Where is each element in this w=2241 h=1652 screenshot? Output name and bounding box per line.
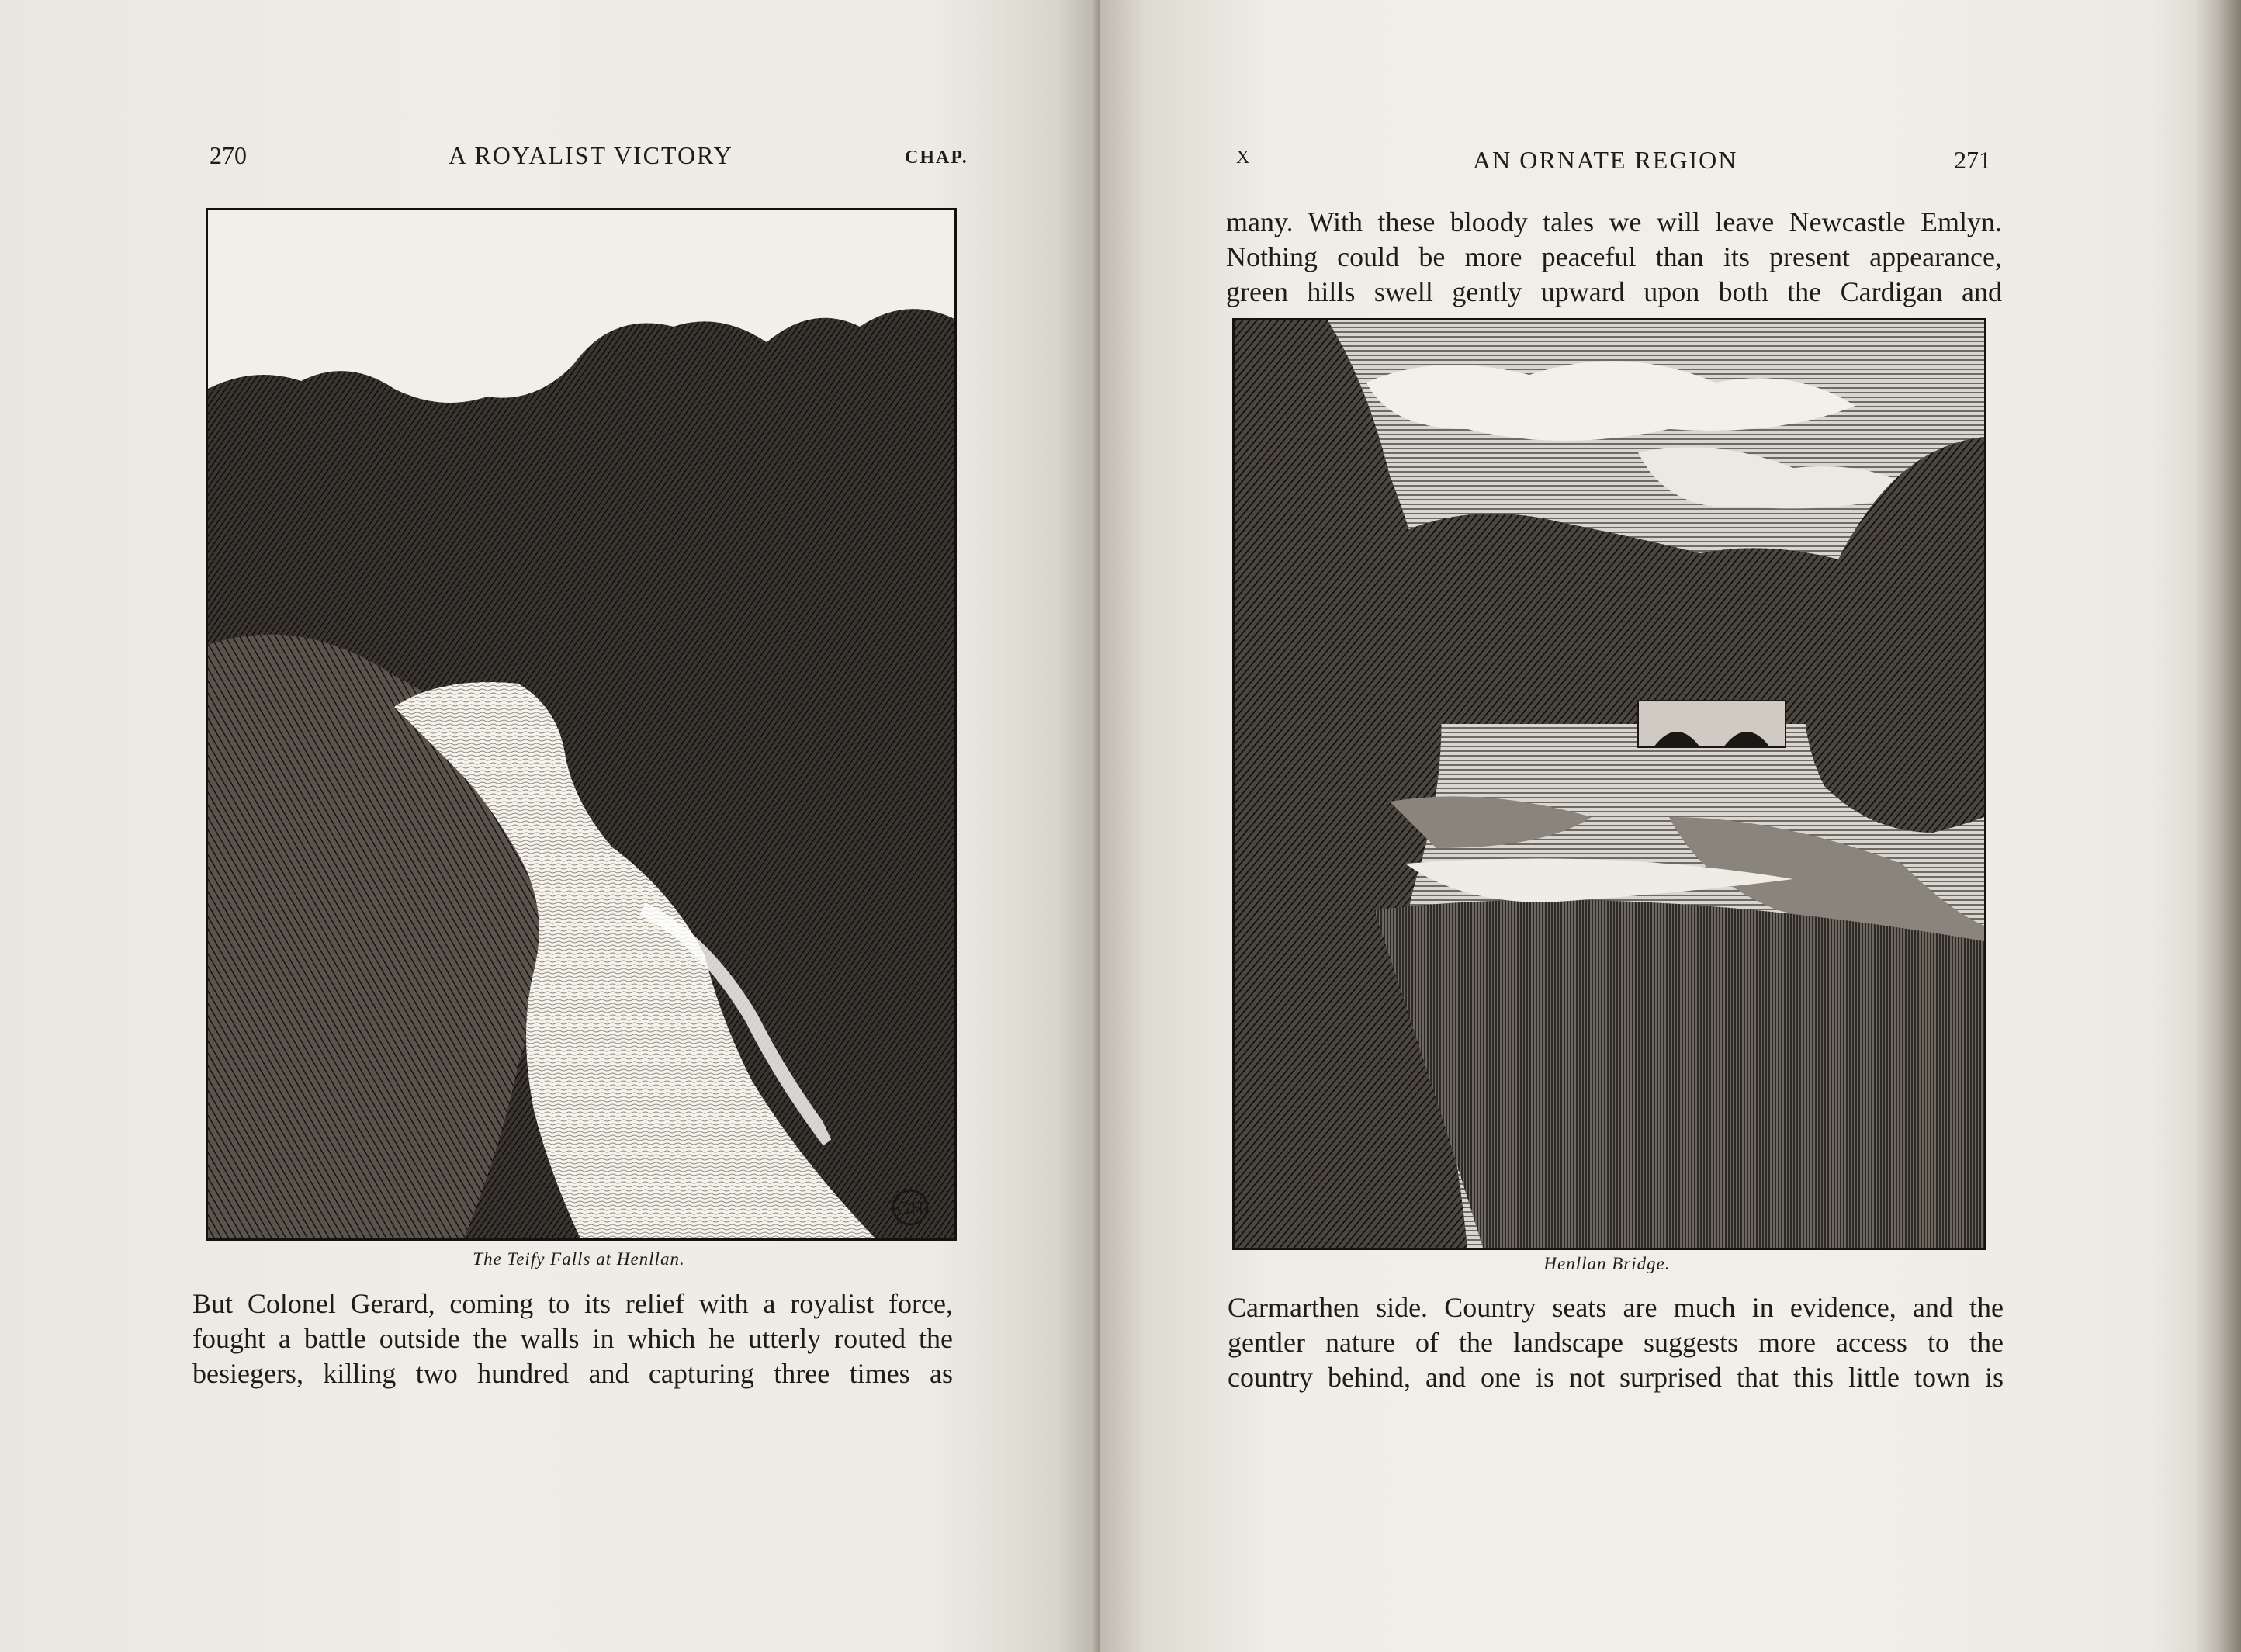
right-page <box>1100 0 2241 1652</box>
body-line-3: besiegers, killing two hundred and capturing three times as <box>192 1358 953 1389</box>
page-number: 271 <box>1954 146 1991 174</box>
engraving-falls <box>208 210 954 1238</box>
body-line-2: Nothing could be more peaceful than its present appearance, <box>1226 241 2002 272</box>
monogram: GH <box>896 1199 924 1219</box>
body-line-6: country behind, and one is not surprised that this little town is <box>1228 1362 2004 1393</box>
body-line-5: gentler nature of the landscape suggests more access to the <box>1228 1327 2004 1358</box>
illustration-teify-falls <box>206 208 957 1241</box>
running-head: A ROYALIST VICTORY <box>449 141 733 169</box>
illustration-caption: Henllan Bridge. <box>1543 1254 1671 1273</box>
chapter-label: X <box>1236 147 1252 168</box>
page-number: 270 <box>210 141 247 169</box>
engraving-bridge <box>1235 320 1984 1248</box>
body-line-1: But Colonel Gerard, coming to its relief with a royalist force, <box>192 1288 953 1319</box>
body-line-3: green hills swell gently upward upon both the Cardigan and <box>1226 276 2002 307</box>
illustration-henllan-bridge <box>1232 318 1986 1250</box>
running-head: AN ORNATE REGION <box>1473 146 1738 174</box>
left-page <box>0 0 1100 1652</box>
body-line-1: many. With these bloody tales we will leave Newcastle Emlyn. <box>1226 206 2002 237</box>
body-line-2: fought a battle outside the walls in which he utterly routed the <box>192 1323 953 1354</box>
illustration-caption: The Teify Falls at Henllan. <box>473 1249 685 1269</box>
page-edge-shadow <box>2194 0 2241 1652</box>
chapter-label: CHAP. <box>905 147 968 168</box>
body-line-4: Carmarthen side. Country seats are much in evidence, and the <box>1228 1292 2004 1323</box>
